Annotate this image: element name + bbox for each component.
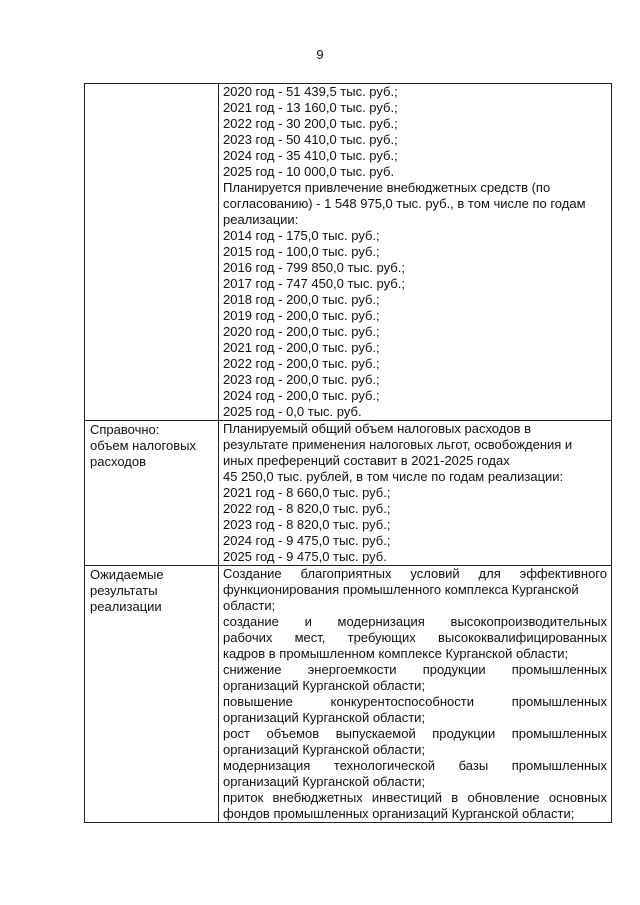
funding-line: 2024 год - 200,0 тыс. руб.; <box>223 388 380 403</box>
tax-line: Планируемый общий объем налоговых расходов в <box>223 421 531 436</box>
label-line: расходов <box>90 454 146 469</box>
label-line: объем налоговых <box>90 438 196 453</box>
page-number: 9 <box>316 47 324 62</box>
result-line: организаций Курганской области; <box>223 742 426 757</box>
tax-line: 2025 год - 9 475,0 тыс. руб. <box>223 549 387 564</box>
funding-line: 2020 год - 200,0 тыс. руб.; <box>223 324 380 339</box>
result-line: Создание благоприятных условий для эффективного <box>223 566 607 581</box>
funding-line: 2025 год - 10 000,0 тыс. руб. <box>223 164 395 179</box>
tax-line: 2024 год - 9 475,0 тыс. руб.; <box>223 533 391 548</box>
funding-line: 2015 год - 100,0 тыс. руб.; <box>223 244 380 259</box>
funding-line: 2022 год - 30 200,0 тыс. руб.; <box>223 116 398 131</box>
funding-line: согласованию) - 1 548 975,0 тыс. руб., в том числе по годам <box>223 196 586 211</box>
funding-line: 2021 год - 200,0 тыс. руб.; <box>223 340 380 355</box>
funding-line: 2025 год - 0,0 тыс. руб. <box>223 404 362 419</box>
funding-line: 2014 год - 175,0 тыс. руб.; <box>223 228 380 243</box>
result-line: функционирования промышленного комплекса Курганской <box>223 582 579 597</box>
funding-line: 2017 год - 747 450,0 тыс. руб.; <box>223 276 405 291</box>
tax-line: 2023 год - 8 820,0 тыс. руб.; <box>223 517 391 532</box>
table-row-funding <box>85 84 612 421</box>
result-line: фондов промышленных организаций Курганской области; <box>223 806 575 821</box>
label-line: реализации <box>90 599 162 614</box>
tax-line: 45 250,0 тыс. рублей, в том числе по годам реализации: <box>223 469 564 484</box>
tax-line: 2022 год - 8 820,0 тыс. руб.; <box>223 501 391 516</box>
tax-expenditures-cell <box>219 421 612 566</box>
result-line: рост объемов выпускаемой продукции промышленных <box>223 726 607 741</box>
funding-line: реализации: <box>223 212 299 227</box>
row-label-empty <box>85 84 219 421</box>
tax-line: иных преференций составит в 2021-2025 годах <box>223 453 510 468</box>
table-row-expected-results <box>85 566 612 823</box>
funding-cell <box>219 84 612 421</box>
label-line: Ожидаемые <box>90 567 164 582</box>
result-line: организаций Курганской области; <box>223 774 426 789</box>
program-passport-table <box>84 83 612 823</box>
funding-line: 2022 год - 200,0 тыс. руб.; <box>223 356 380 371</box>
result-line: создание и модернизация высокопроизводительных <box>223 614 607 629</box>
row-label-tax-expenditures <box>85 421 219 566</box>
funding-line: 2018 год - 200,0 тыс. руб.; <box>223 292 380 307</box>
result-line: повышение конкурентоспособности промышленных <box>223 694 607 709</box>
funding-line: 2019 год - 200,0 тыс. руб.; <box>223 308 380 323</box>
table-row-tax-expenditures <box>85 421 612 566</box>
funding-line: Планируется привлечение внебюджетных средств (по <box>223 180 551 195</box>
funding-line: 2021 год - 13 160,0 тыс. руб.; <box>223 100 398 115</box>
result-line: модернизация технологической базы промышленных <box>223 758 607 773</box>
tax-line: результате применения налоговых льгот, освобождения и <box>223 437 573 452</box>
label-line: результаты <box>90 583 158 598</box>
row-label-expected-results <box>85 566 219 823</box>
result-line: области; <box>223 598 276 613</box>
funding-line: 2016 год - 799 850,0 тыс. руб.; <box>223 260 405 275</box>
funding-line: 2020 год - 51 439,5 тыс. руб.; <box>223 84 398 99</box>
expected-results-cell <box>219 566 612 823</box>
result-line: приток внебюджетных инвестиций в обновление основных <box>223 790 607 805</box>
result-line: рабочих мест, требующих высококвалифицированных <box>223 630 607 645</box>
tax-line: 2021 год - 8 660,0 тыс. руб.; <box>223 485 391 500</box>
result-line: снижение энергоемкости продукции промышленных <box>223 662 607 677</box>
result-line: организаций Курганской области; <box>223 710 426 725</box>
funding-line: 2023 год - 200,0 тыс. руб.; <box>223 372 380 387</box>
funding-line: 2023 год - 50 410,0 тыс. руб.; <box>223 132 398 147</box>
funding-line: 2024 год - 35 410,0 тыс. руб.; <box>223 148 398 163</box>
result-line: кадров в промышленном комплексе Курганской области; <box>223 646 569 661</box>
label-line: Справочно: <box>90 422 160 437</box>
result-line: организаций Курганской области; <box>223 678 426 693</box>
